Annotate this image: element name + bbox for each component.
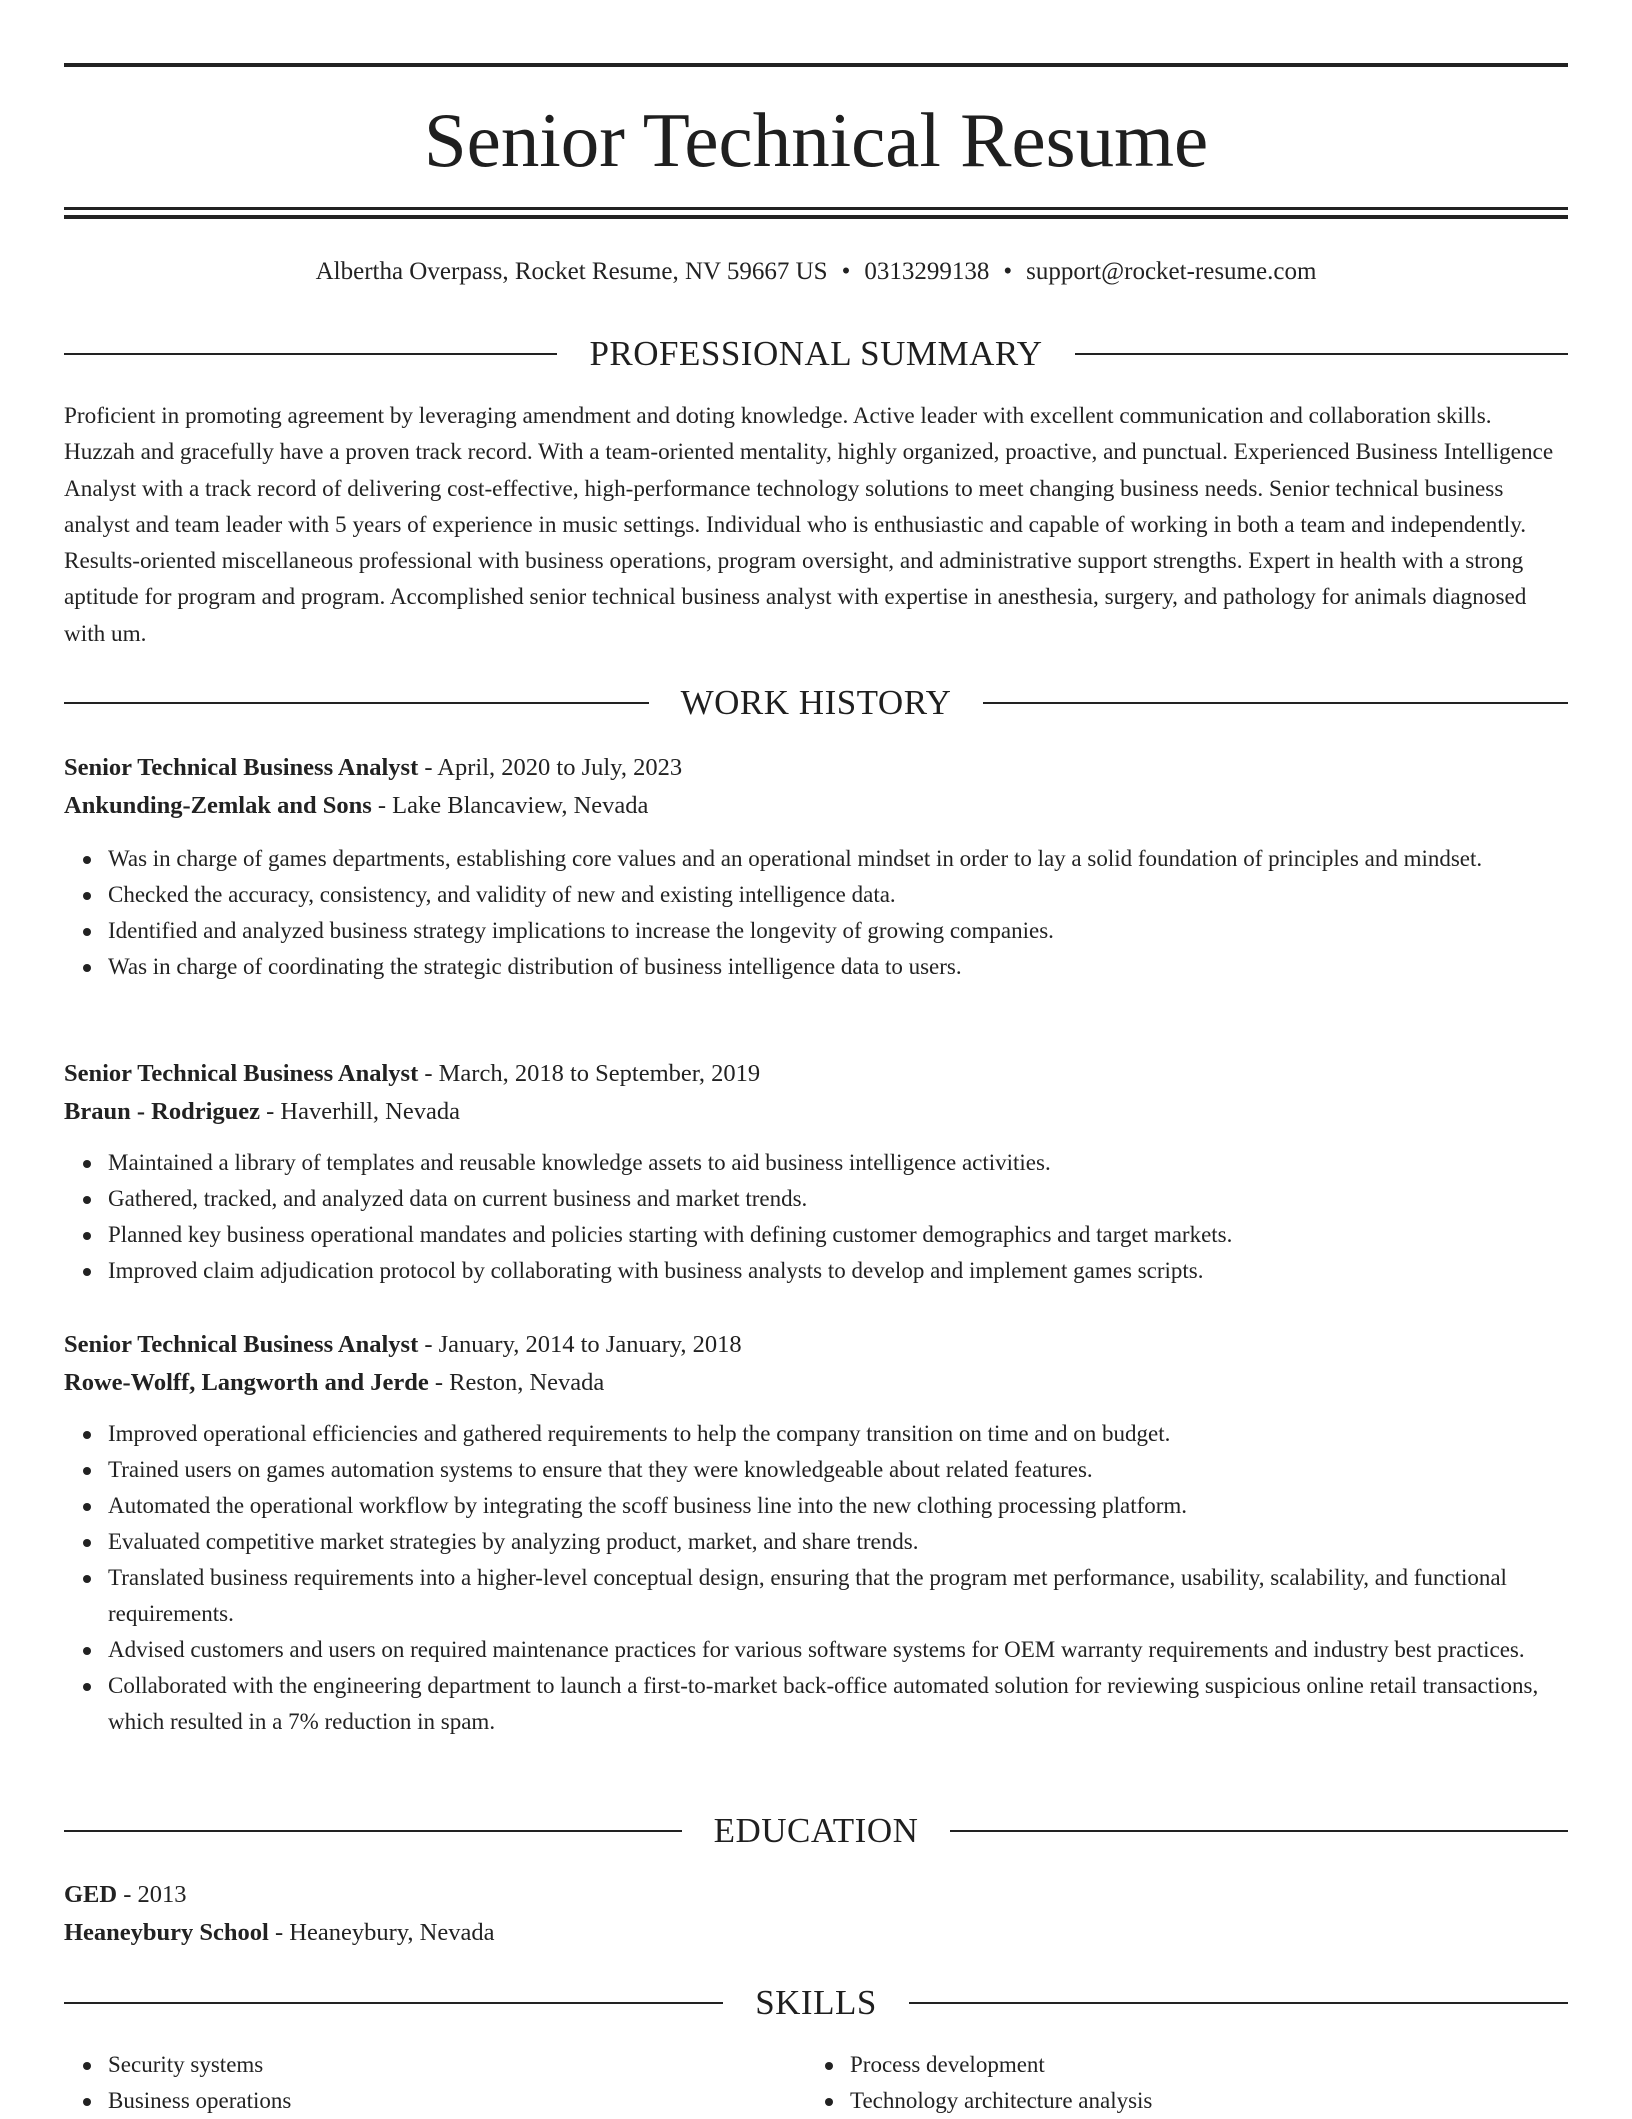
job-entry	[64, 1055, 1568, 1289]
list-item: Translated business requirements into a higher-level conceptual design, ensuring that the program met performance, usability, scalability, and functional requirements.	[108, 1560, 1568, 1632]
list-item: Planned key business operational mandates and policies starting with defining customer demographics and target markets.	[108, 1217, 1568, 1253]
list-item: Automated the operational workflow by integrating the scoff business line into the new clothing processing platform.	[108, 1488, 1568, 1524]
job-bullets	[64, 1416, 1568, 1740]
heading-rule	[909, 2002, 1568, 2004]
job-company-line	[64, 1093, 1568, 1131]
skills-column-right	[806, 2047, 1548, 2119]
list-item: Advised customers and users on required maintenance practices for various software systems for OEM warranty requirements and industry best practices.	[108, 1632, 1568, 1668]
job-company: Braun - Rodriguez	[64, 1098, 260, 1125]
summary-text: Proficient in promoting agreement by leveraging amendment and doting knowledge. Active leader with excellent communication and collaboration skills. Huzzah and gracefully have a proven track record. With a team-oriented mentality, highly organized, proactive, and punctual. Experienced Business Intelligence Analyst with a track record of delivering cost-effective, high-performance technology solutions to meet changing business needs. Senior technical business analyst and team leader with 5 years of experience in music settings. Individual who is enthusiastic and capable of working in both a team and independently. Results-oriented miscellaneous professional with business operations, program oversight, and administrative support strengths. Expert in health with a strong aptitude for program and program. Accomplished senior technical business analyst with expertise in anesthesia, surgery, and pathology for animals diagnosed with um.	[64, 403, 1554, 647]
job-company: Ankunding-Zemlak and Sons	[64, 792, 372, 819]
title-rule-lower	[64, 215, 1568, 219]
section-heading-work	[64, 681, 1568, 725]
job-title-line	[64, 1326, 1568, 1364]
job-title: Senior Technical Business Analyst	[64, 1331, 419, 1358]
section-title: WORK HISTORY	[680, 683, 952, 722]
list-item: Security systems	[108, 2047, 806, 2083]
section-heading-skills	[64, 1981, 1568, 2025]
section-heading-summary	[64, 332, 1568, 376]
resume-title: Senior Technical Resume	[423, 97, 1209, 183]
list-item: Collaborated with the engineering department to launch a first-to-market back-office automated solution for reviewing suspicious online retail transactions, which resulted in a 7% reduction in spam.	[108, 1668, 1568, 1740]
job-title: Senior Technical Business Analyst	[64, 1060, 419, 1087]
job-dates: - March, 2018 to September, 2019	[418, 1060, 761, 1087]
contact-line	[64, 255, 1568, 289]
list-item: Checked the accuracy, consistency, and validity of new and existing intelligence data.	[108, 877, 1568, 913]
education-location: - Heaneybury, Nevada	[268, 1919, 495, 1946]
job-entry	[64, 1326, 1568, 1740]
contact-email: support@rocket-resume.com	[1026, 258, 1317, 285]
section-heading-education	[64, 1809, 1568, 1853]
list-item: Identified and analyzed business strategy implications to increase the longevity of growing companies.	[108, 913, 1568, 949]
skills-column-left	[64, 2047, 806, 2119]
education-degree: GED	[64, 1881, 118, 1908]
heading-rule	[64, 702, 649, 704]
list-item: Improved claim adjudication protocol by collaborating with business analysts to develop and implement games scripts.	[108, 1253, 1568, 1289]
list-item: Trained users on games automation systems to ensure that they were knowledgeable about related features.	[108, 1452, 1568, 1488]
job-company-line	[64, 787, 1568, 825]
skills-bullets	[806, 2047, 1548, 2119]
heading-rule	[64, 2002, 723, 2004]
contact-address: Albertha Overpass, Rocket Resume, NV 59667 US	[315, 258, 828, 285]
top-rule	[64, 63, 1568, 67]
heading-rule	[64, 1830, 682, 1832]
job-location: - Haverhill, Nevada	[260, 1098, 460, 1125]
contact-separator: •	[841, 258, 851, 285]
skills-list	[64, 2047, 1568, 2119]
list-item: Business operations	[108, 2083, 806, 2119]
job-title-line	[64, 1055, 1568, 1093]
education-school-line	[64, 1914, 1568, 1952]
heading-rule	[64, 353, 557, 355]
skills-bullets	[64, 2047, 806, 2119]
education-year: - 2013	[117, 1881, 187, 1908]
job-company: Rowe-Wolff, Langworth and Jerde	[64, 1369, 429, 1396]
heading-rule	[1075, 353, 1568, 355]
education-degree-line	[64, 1876, 1568, 1914]
heading-rule	[950, 1830, 1568, 1832]
job-title: Senior Technical Business Analyst	[64, 754, 419, 781]
job-title-line	[64, 749, 1568, 787]
job-location: - Reston, Nevada	[428, 1369, 605, 1396]
contact-phone: 0313299138	[864, 258, 990, 285]
list-item: Was in charge of games departments, establishing core values and an operational mindset in order to lay a solid foundation of principles and mindset.	[108, 841, 1568, 877]
job-entry	[64, 749, 1568, 985]
section-title: SKILLS	[755, 1983, 877, 2022]
heading-rule	[983, 702, 1568, 704]
job-dates: - January, 2014 to January, 2018	[418, 1331, 742, 1358]
list-item: Gathered, tracked, and analyzed data on current business and market trends.	[108, 1181, 1568, 1217]
section-title: PROFESSIONAL SUMMARY	[589, 334, 1043, 373]
list-item: Maintained a library of templates and reusable knowledge assets to aid business intelligence activities.	[108, 1145, 1568, 1181]
list-item: Technology architecture analysis	[850, 2083, 1548, 2119]
contact-separator: •	[1003, 258, 1013, 285]
list-item: Improved operational efficiencies and gathered requirements to help the company transition on time and on budget.	[108, 1416, 1568, 1452]
education-school: Heaneybury School	[64, 1919, 269, 1946]
education-entry	[64, 1876, 1568, 1952]
list-item: Evaluated competitive market strategies by analyzing product, market, and share trends.	[108, 1524, 1568, 1560]
title-rule-upper	[64, 207, 1568, 210]
list-item: Process development	[850, 2047, 1548, 2083]
job-location: - Lake Blancaview, Nevada	[371, 792, 649, 819]
job-company-line	[64, 1364, 1568, 1402]
section-title: EDUCATION	[713, 1811, 919, 1850]
job-bullets	[64, 841, 1568, 985]
job-dates: - April, 2020 to July, 2023	[418, 754, 683, 781]
job-bullets	[64, 1145, 1568, 1289]
list-item: Was in charge of coordinating the strategic distribution of business intelligence data to users.	[108, 949, 1568, 985]
